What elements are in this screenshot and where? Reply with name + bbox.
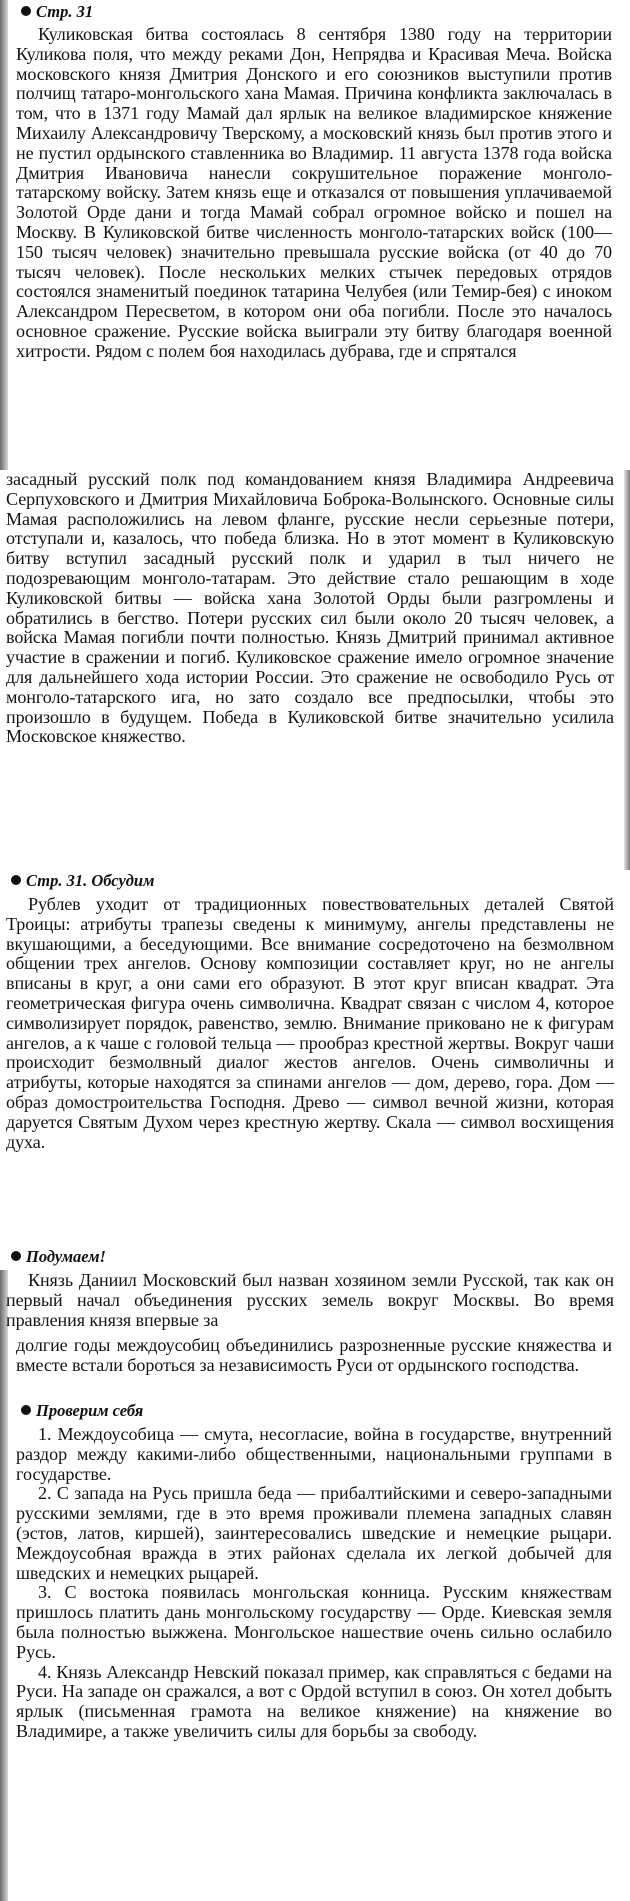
section-discuss xyxy=(6,870,614,1152)
bullet-icon xyxy=(21,6,31,16)
section-heading xyxy=(6,870,614,892)
paragraph: Князь Даниил Московский был назван хозяином земли Русской, так как он первый начал объединения русских земель вокруг Москвы. Во время правления князя впервые за xyxy=(6,1270,614,1330)
section-page-31-continued xyxy=(6,470,614,747)
numbered-item: 1. Междоусобица — смута, несогласие, война в государстве, внутренний раздор между какими-либо общественными, национальными группами в государстве. xyxy=(16,1424,612,1484)
section-heading xyxy=(6,1246,614,1268)
heading-text: Подумаем! xyxy=(26,1247,106,1266)
paragraph: Куликовская битва состоялась 8 сентября 1380 году на территории Куликова поля, что между реками Дон, Непрядва и Красивая Меча. Войска московского князя Дмитрия Донского и его союзников выступили против полчищ татаро-монгольского хана Мамая. Причина конфликта заключалась в том, что в 1371 году Мамай дал ярлык на великое владимирское княжение Михаилу Александровичу Тверскому, а московский князь был против этого и не пустил ордынского ставленника во Владимир. 11 августа 1378 года войска Дмитрия Ивановича нанесли сокрушительное поражение монголо-татарскому войску. Затем князь еще и отказался от повышения уплачиваемой Золотой Орде дани и тогда Мамай собрал огромное войско и пошел на Москву. В Куликовской битве численность монголо-татарских войск (100—150 тысяч человек) значительно превышала русские войска (от 40 до 70 тысяч человек). После нескольких мелких стычек передовых отрядов состоялся знаменитый поединок татарина Челубея (или Темир-бея) с иноком Александром Пересветом, в котором они оба погибли. После это началось основное сражение. Русские войска выиграли эту битву благодаря военной хитрости. Рядом с полем боя находилась дубрава, где и спрятался xyxy=(16,24,612,361)
numbered-item: 3. С востока появилась монгольская конница. Русским княжествам пришлось платить дань монгольскому государству — Орде. Киевская земля была полностью выжжена. Монгольское нашествие очень сильно ослабило Русь. xyxy=(16,1582,612,1662)
section-heading xyxy=(16,1,612,23)
scan-edge-shadow xyxy=(0,1270,8,1901)
numbered-item: 4. Князь Александр Невский показал пример, как справляться с бедами на Руси. На западе он сражался, а вот с Ордой вступил в союз. Он хотел добыть ярлык (письменная грамота на великое княжение) на княжение во Владимире, а также увеличить силы для борьбы за свободу. xyxy=(16,1661,612,1741)
section-heading xyxy=(16,1400,612,1422)
paragraph: долгие годы междоусобиц объединились разрозненные русские княжества и вместе встали бороться за независимость Руси от ордынского господства. xyxy=(16,1335,612,1375)
bullet-icon xyxy=(11,875,21,885)
bullet-icon xyxy=(21,1405,31,1415)
numbered-item: 2. С запада на Русь пришла беда — прибалтийскими и северо-западными русскими землями, где в это время проживали племена западных славян (эстов, латов, киршей), заинтересовались шведские и немецкие рыцари. Междоусобная вражда в этих районах сделала их легкой добычей для шведских и немецких рыцарей. xyxy=(16,1483,612,1583)
scan-edge-shadow xyxy=(624,470,630,870)
section-page-31 xyxy=(16,1,612,362)
heading-text: Стр. 31. Обсудим xyxy=(26,871,155,890)
section-self-check xyxy=(16,1400,612,1742)
bullet-icon xyxy=(11,1251,21,1261)
heading-text: Проверим себя xyxy=(36,1401,144,1420)
paragraph: Рублев уходит от традиционных повествовательных деталей Святой Троицы: атрибуты трапезы сведены к минимуму, ангелы представлены не вкушающими, а беседующими. Все внимание сосредоточено на безмолвном общении трех ангелов. Основу композиции составляет круг, но не ангелы вписаны в круг, а они сами его образуют. В этот круг вписан квадрат. Эта геометрическая фигура очень символична. Квадрат связан с числом 4, которое символизирует порядок, равенство, землю. Внимание приковано не к фигурам ангелов, а к чаше с головой тельца — прообраз крестной жертвы. Вокруг чаши происходит безмолвный диалог жестов ангелов. Очень символичны и атрибуты, которые находятся за спинами ангелов — дом, дерево, гора. Дом — образ домостроительства Господня. Древо — символ вечной жизни, которая даруется Святым Духом через крестную жертву. Скала — символ восхищения духа. xyxy=(6,894,614,1152)
paragraph: засадный русский полк под командованием князя Владимира Андреевича Серпуховского и Дмитрия Михайловича Боброка-Волынского. Основные силы Мамая расположились на левом фланге, русские несли серьезные потери, отступали и, казалось, что победа близка. Но в этот момент в Куликовскую битву вступил засадный русский полк и ударил в тыл ничего не подозревающим монголо-татарам. Это действие стало решающим в ходе Куликовской битвы — войска хана Золотой Орды были разгромлены и обратились в бегство. Потери русских сил были около 20 тысяч человек, а войска Мамая погибли почти полностью. Князь Дмитрий принимал активное участие в сражении и погиб. Куликовское сражение имело огромное значение для дальнейшего хода истории России. Это сражение не освободило Русь от монголо-татарского ига, но зато создало все предпосылки, чтобы это произошло в будущем. Победа в Куликовской битве значительно усилила Московское княжество. xyxy=(6,469,614,747)
section-think-continued xyxy=(16,1336,612,1376)
section-think xyxy=(6,1246,614,1330)
scan-edge-shadow xyxy=(0,0,8,470)
heading-text: Стр. 31 xyxy=(36,2,94,21)
